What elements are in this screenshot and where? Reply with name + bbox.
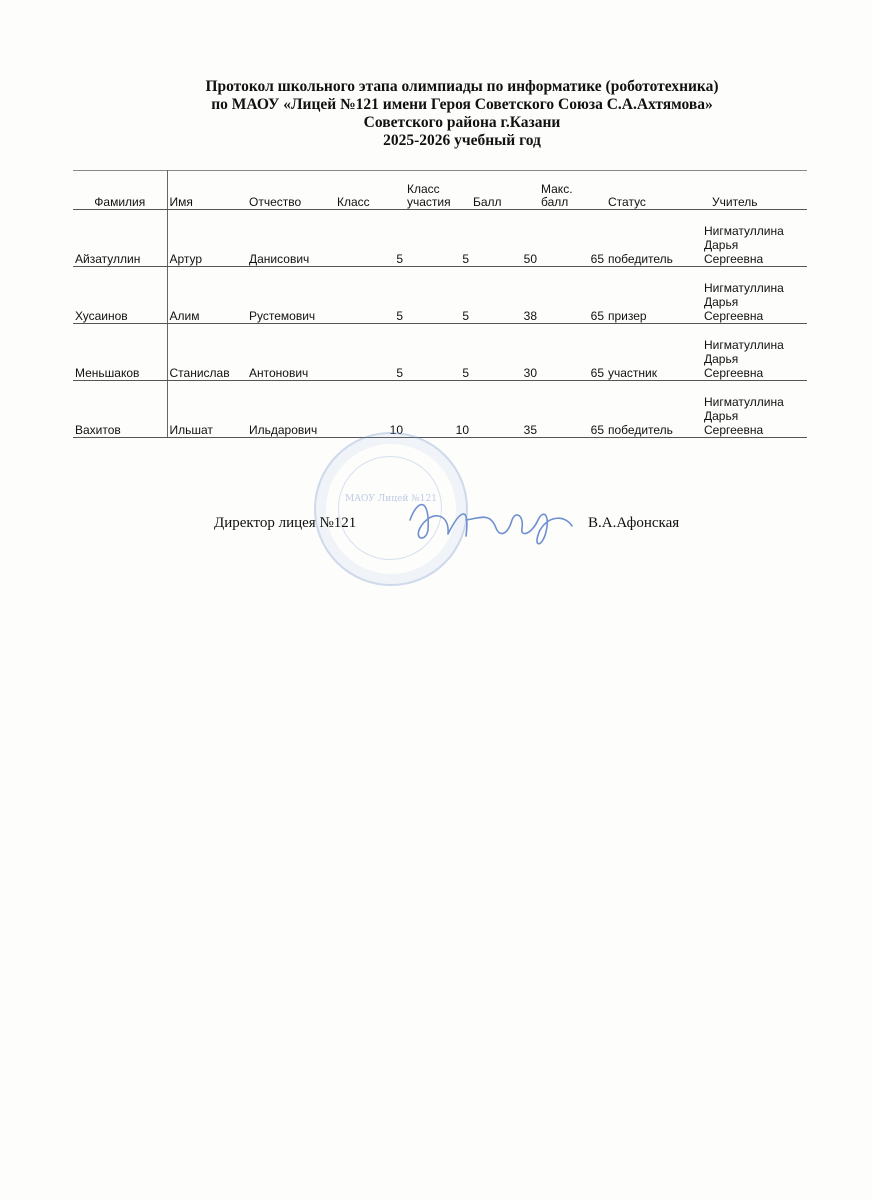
cell-status: победитель — [606, 381, 702, 438]
cell-score: 30 — [471, 324, 539, 381]
cell-middle-name: Антонович — [247, 324, 335, 381]
cell-teacher: Нигматуллина Дарья Сергеевна — [702, 324, 807, 381]
title-line-3: Советского района г.Казани — [363, 114, 561, 131]
cell-participation-grade: 5 — [405, 267, 471, 324]
title-line-1: Протокол школьного этапа олимпиады по информатике (робототехника) — [205, 78, 719, 95]
cell-middle-name: Ильдарович — [247, 381, 335, 438]
header-status: Статус — [606, 171, 702, 210]
cell-score: 35 — [471, 381, 539, 438]
cell-middle-name: Рустемович — [247, 267, 335, 324]
cell-max-score: 65 — [539, 267, 606, 324]
cell-grade: 5 — [335, 210, 405, 267]
header-middle-name: Отчество — [247, 171, 335, 210]
table-header-row — [73, 171, 807, 210]
director-label: Директор лицея №121 — [214, 515, 357, 531]
header-max-score — [539, 171, 606, 210]
cell-participation-grade: 5 — [405, 324, 471, 381]
cell-max-score: 65 — [539, 210, 606, 267]
cell-first-name: Станислав — [167, 324, 247, 381]
header-participation-grade — [405, 171, 471, 210]
table-row — [73, 324, 807, 381]
seal-stamp-text: МАОУ Лицей №121 — [345, 494, 437, 504]
signature-icon — [400, 490, 580, 550]
cell-first-name: Алим — [167, 267, 247, 324]
table-row — [73, 210, 807, 267]
cell-grade: 5 — [335, 324, 405, 381]
cell-teacher: Нигматуллина Дарья Сергеевна — [702, 267, 807, 324]
cell-first-name: Артур — [167, 210, 247, 267]
document-title — [0, 78, 872, 150]
cell-last-name: Вахитов — [73, 381, 167, 438]
cell-middle-name: Данисович — [247, 210, 335, 267]
cell-participation-grade: 10 — [405, 381, 471, 438]
cell-status: призер — [606, 267, 702, 324]
cell-last-name: Хусаинов — [73, 267, 167, 324]
cell-score: 50 — [471, 210, 539, 267]
table-row — [73, 381, 807, 438]
header-score: Балл — [471, 171, 539, 210]
table-row — [73, 267, 807, 324]
header-first-name: Имя — [167, 171, 247, 210]
results-table — [73, 170, 807, 438]
cell-score: 38 — [471, 267, 539, 324]
header-max-score-l2: балл — [541, 195, 569, 209]
header-teacher: Учитель — [702, 171, 807, 210]
header-max-score-l1: Макс. — [541, 182, 573, 196]
cell-grade: 10 — [335, 381, 405, 438]
cell-status: победитель — [606, 210, 702, 267]
cell-participation-grade: 5 — [405, 210, 471, 267]
title-line-2: по МАОУ «Лицей №121 имени Героя Советского Союза С.А.Ахтямова» — [211, 96, 713, 113]
cell-status: участник — [606, 324, 702, 381]
header-grade: Класс — [335, 171, 405, 210]
header-last-name: Фамилия — [73, 171, 167, 210]
header-participation-grade-l1: Класс — [407, 182, 440, 196]
cell-grade: 5 — [335, 267, 405, 324]
cell-max-score: 65 — [539, 381, 606, 438]
cell-max-score: 65 — [539, 324, 606, 381]
cell-first-name: Ильшат — [167, 381, 247, 438]
director-name: В.А.Афонская — [588, 515, 680, 531]
cell-teacher: Нигматуллина Дарья Сергеевна — [702, 210, 807, 267]
title-line-4: 2025-2026 учебный год — [383, 132, 541, 149]
cell-last-name: Меньшаков — [73, 324, 167, 381]
header-participation-grade-l2: участия — [407, 195, 451, 209]
cell-last-name: Айзатуллин — [73, 210, 167, 267]
cell-teacher: Нигматуллина Дарья Сергеевна — [702, 381, 807, 438]
